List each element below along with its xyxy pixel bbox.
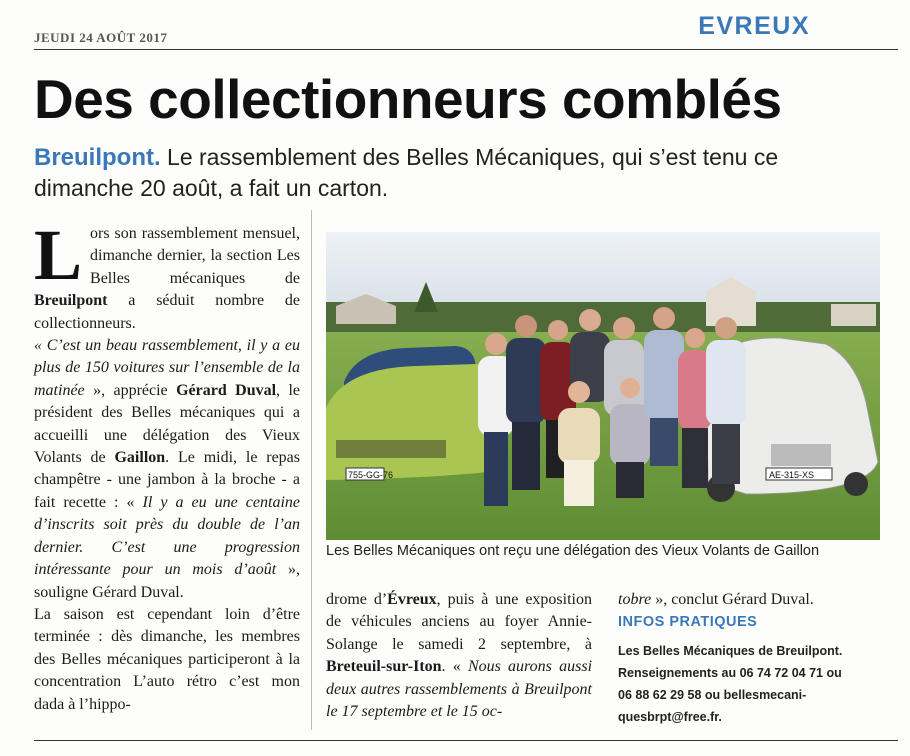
- section-name: EVREUX: [698, 12, 810, 40]
- text-run: a séduit nombre de collectionneurs.: [34, 292, 300, 332]
- text-run: drome d’: [326, 591, 388, 608]
- info-line: Renseignements au 06 74 72 04 71 ou: [618, 665, 842, 680]
- paragraph-5: [618, 589, 880, 611]
- quote-run: « C’est un beau rassemblement, il y a eu plus de 150 voitures sur l’ensemble de la matinée: [34, 337, 300, 399]
- text-run-bold: Breuilpont: [34, 292, 108, 310]
- deck-place: Breuilpont.: [34, 144, 161, 171]
- paragraph-4: [326, 589, 592, 723]
- photo-caption: Les Belles Mécaniques ont reçu une délégation des Vieux Volants de Gaillon: [326, 543, 820, 559]
- text-run-bold: Gaillon: [114, 449, 166, 467]
- column-2: [326, 589, 592, 723]
- paragraph-1: [34, 215, 300, 335]
- info-box: [618, 611, 880, 727]
- quote-run: Nous aurons aussi deux autres rassemblements à Breuilpont le 17 septembre et le 15 oc-: [326, 658, 593, 721]
- photo-illustration: [326, 232, 880, 540]
- text-run: , le président des Belles mécaniques qui a accueilli une délégation des Vieux Volants de: [34, 381, 301, 467]
- text-run: . «: [441, 658, 468, 676]
- info-email: quesbrpt@free.fr.: [618, 709, 722, 724]
- column-3: [618, 589, 880, 728]
- deck-text: Le rassemblement des Belles Mécaniques, qui s’est tenu ce dimanche 20 août, a fait un carton.: [34, 144, 779, 201]
- text-run-bold: Gérard Duval: [176, 381, 277, 399]
- drop-cap: L: [34, 215, 83, 295]
- text-run: », souligne Gérard Duval.: [34, 561, 301, 601]
- column-rule: [311, 210, 312, 730]
- text-run-bold: Breteuil-sur-Iton: [326, 658, 442, 676]
- text-run-bold: Évreux: [387, 591, 437, 608]
- text-run: », apprécie: [84, 381, 177, 399]
- top-rule: [34, 49, 898, 50]
- text-run: », conclut Gérard Duval.: [651, 591, 814, 608]
- info-title: INFOS PRATIQUES: [618, 614, 758, 631]
- treeline: [326, 302, 880, 336]
- green-car: [326, 364, 504, 480]
- info-body: [618, 640, 880, 728]
- column-1: [34, 215, 301, 716]
- bottom-rule: [34, 740, 898, 741]
- deck: [34, 142, 884, 204]
- paragraph-2: [34, 335, 300, 604]
- article-photo: [326, 232, 880, 540]
- text-run: ors son rassemblement mensuel, dimanche dernier, la section Les Belles mécaniques de: [90, 225, 300, 287]
- headline: Des collectionneurs comblés: [34, 68, 782, 130]
- text-run: , puis à une exposition de véhicules anciens au foyer Annie-Solange le samedi 2 septembre, à: [326, 591, 592, 653]
- paragraph-3: La saison est cependant loin d’être terminée : dès dimanche, les membres des Belles mécaniques participeront à la concentration L’auto rétro c’est mon dada à l’hippo-: [34, 605, 300, 713]
- date-line: JEUDI 24 AOÛT 2017: [34, 30, 168, 45]
- plate-left: 755-GG-76: [348, 470, 394, 480]
- plate-right: AE-315-XS: [769, 470, 815, 480]
- quote-run: tobre: [618, 591, 652, 608]
- quote-run: Il y a eu une centaine d’inscrits soit près du double de l’an dernier. C’est une progression intéressante pour un mois d’août: [34, 493, 301, 579]
- text-run: . Le midi, le repas champêtre - une jambon à la broche - a fait recette : «: [34, 449, 301, 511]
- info-line: Les Belles Mécaniques de Breuilpont.: [618, 643, 843, 658]
- info-line: 06 88 62 29 58 ou bellesmecani-: [618, 687, 807, 702]
